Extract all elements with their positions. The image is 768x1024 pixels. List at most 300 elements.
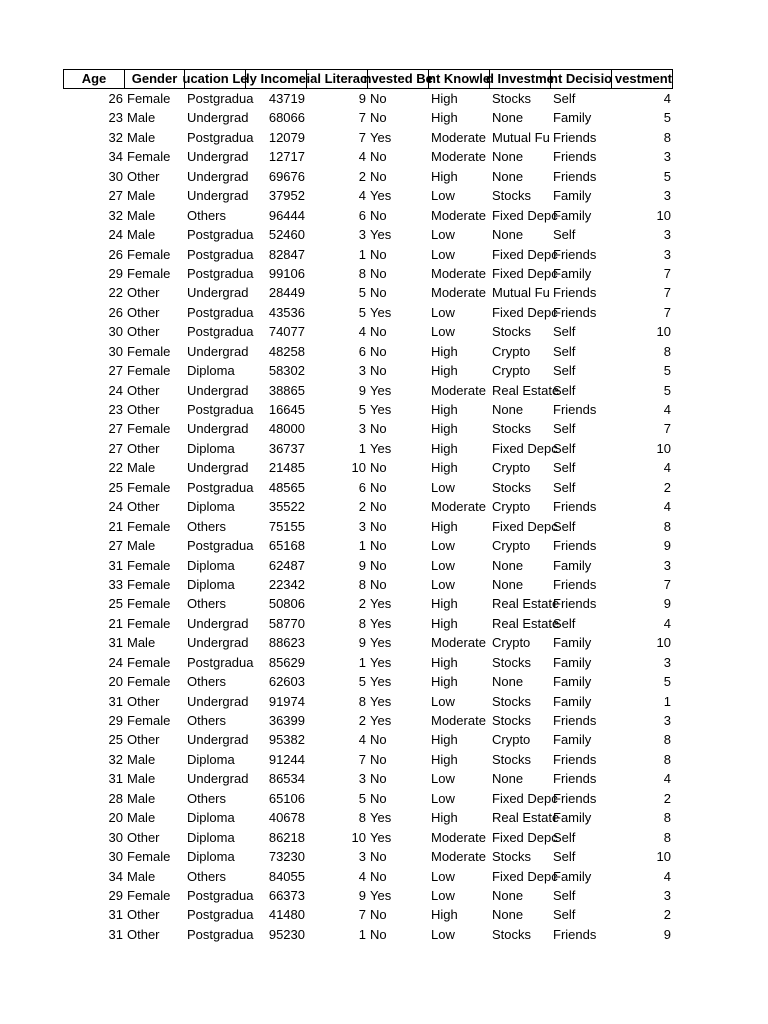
literacy-cell[interactable]: 9 (358, 887, 366, 903)
gender-cell[interactable]: Other (127, 285, 160, 301)
literacy-cell[interactable]: 7 (358, 110, 366, 126)
knowledge-cell[interactable]: Low (431, 304, 455, 320)
invested-cell[interactable]: No (370, 149, 387, 165)
invested-cell[interactable]: No (370, 849, 387, 865)
decision-cell[interactable]: Friends (553, 713, 597, 728)
gender-cell[interactable]: Female (127, 674, 171, 690)
knowledge-cell[interactable]: Low (431, 887, 455, 903)
investment-cell[interactable]: None (492, 576, 524, 592)
literacy-cell[interactable]: 8 (358, 810, 366, 826)
education-cell[interactable]: Postgradua (187, 907, 254, 923)
score-cell[interactable]: 8 (663, 810, 671, 826)
knowledge-cell[interactable]: High (431, 402, 458, 417)
invested-cell[interactable]: No (370, 499, 387, 515)
income-cell[interactable]: 66373 (268, 887, 305, 903)
investment-cell[interactable]: Fixed Depc (492, 868, 558, 884)
investment-cell[interactable]: None (492, 887, 524, 903)
income-cell[interactable]: 48258 (268, 343, 305, 359)
gender-cell[interactable]: Female (127, 615, 171, 631)
literacy-cell[interactable]: 6 (358, 343, 366, 359)
score-cell[interactable]: 7 (663, 265, 671, 281)
invested-cell[interactable]: Yes (370, 635, 392, 651)
income-cell[interactable]: 82847 (268, 246, 305, 262)
invested-cell[interactable]: No (370, 771, 387, 787)
education-cell[interactable]: Others (187, 596, 227, 612)
education-cell[interactable]: Others (187, 868, 227, 884)
investment-cell[interactable]: None (492, 110, 524, 126)
header-cell[interactable] (184, 69, 246, 89)
decision-cell[interactable]: Family (553, 693, 592, 709)
score-cell[interactable]: 4 (663, 402, 671, 417)
literacy-cell[interactable]: 2 (358, 596, 366, 612)
decision-cell[interactable]: Family (553, 265, 592, 281)
age-cell[interactable]: 34 (108, 149, 123, 165)
literacy-cell[interactable]: 1 (358, 440, 366, 456)
income-cell[interactable]: 86534 (268, 771, 305, 787)
literacy-cell[interactable]: 7 (358, 129, 366, 145)
age-cell[interactable]: 27 (108, 363, 123, 379)
literacy-cell[interactable]: 7 (358, 751, 366, 767)
education-cell[interactable]: Undergrad (187, 188, 249, 204)
investment-cell[interactable]: Stocks (492, 188, 532, 204)
score-cell[interactable]: 8 (663, 829, 671, 845)
decision-cell[interactable]: Family (553, 810, 592, 826)
invested-cell[interactable]: No (370, 732, 387, 748)
knowledge-cell[interactable]: High (431, 732, 458, 748)
decision-cell[interactable]: Self (553, 382, 576, 398)
income-cell[interactable]: 86218 (268, 829, 305, 845)
knowledge-cell[interactable]: Low (431, 926, 455, 942)
literacy-cell[interactable]: 3 (358, 363, 366, 379)
literacy-cell[interactable]: 4 (358, 324, 366, 340)
knowledge-cell[interactable]: High (431, 440, 458, 456)
investment-cell[interactable]: Real Estate (492, 615, 560, 631)
education-cell[interactable]: Undergrad (187, 615, 249, 631)
education-cell[interactable]: Diploma (187, 751, 235, 767)
income-cell[interactable]: 65106 (268, 790, 305, 806)
invested-cell[interactable]: No (370, 557, 387, 573)
literacy-cell[interactable]: 3 (358, 227, 366, 243)
age-cell[interactable]: 30 (108, 324, 123, 340)
invested-cell[interactable]: No (370, 907, 387, 923)
gender-cell[interactable]: Other (127, 402, 160, 417)
score-cell[interactable]: 10 (656, 635, 671, 651)
gender-cell[interactable]: Male (127, 188, 156, 204)
gender-cell[interactable]: Male (127, 635, 156, 651)
decision-cell[interactable]: Friends (553, 771, 597, 787)
education-cell[interactable]: Others (187, 207, 227, 223)
score-cell[interactable]: 8 (663, 343, 671, 359)
age-cell[interactable]: 30 (108, 849, 123, 865)
decision-cell[interactable]: Self (553, 479, 576, 495)
header-cell[interactable] (486, 69, 554, 89)
income-cell[interactable]: 91974 (268, 693, 305, 709)
literacy-cell[interactable]: 2 (358, 168, 366, 184)
invested-cell[interactable]: No (370, 790, 387, 806)
gender-cell[interactable]: Female (127, 479, 171, 495)
literacy-cell[interactable]: 3 (358, 421, 366, 437)
investment-cell[interactable]: Stocks (492, 713, 532, 728)
gender-cell[interactable]: Other (127, 440, 160, 456)
header-cell[interactable] (306, 69, 368, 89)
age-cell[interactable]: 24 (108, 382, 123, 398)
invested-cell[interactable]: No (370, 518, 387, 534)
decision-cell[interactable]: Family (553, 732, 592, 748)
age-cell[interactable]: 27 (108, 538, 123, 554)
invested-cell[interactable]: Yes (370, 188, 392, 204)
gender-cell[interactable]: Female (127, 363, 171, 379)
education-cell[interactable]: Undergrad (187, 343, 249, 359)
gender-cell[interactable]: Other (127, 732, 160, 748)
age-cell[interactable]: 30 (108, 343, 123, 359)
investment-cell[interactable]: Real Estate (492, 596, 560, 612)
education-cell[interactable]: Undergrad (187, 285, 249, 301)
knowledge-cell[interactable]: Low (431, 771, 455, 787)
age-cell[interactable]: 23 (108, 402, 123, 417)
age-cell[interactable]: 27 (108, 440, 123, 456)
age-cell[interactable]: 29 (108, 887, 123, 903)
literacy-cell[interactable]: 4 (358, 868, 366, 884)
investment-cell[interactable]: None (492, 907, 524, 923)
income-cell[interactable]: 96444 (268, 207, 305, 223)
literacy-cell[interactable]: 1 (358, 654, 366, 670)
literacy-cell[interactable]: 7 (358, 907, 366, 923)
literacy-cell[interactable]: 6 (358, 207, 366, 223)
education-cell[interactable]: Diploma (187, 849, 235, 865)
gender-cell[interactable]: Female (127, 596, 171, 612)
knowledge-cell[interactable]: Low (431, 538, 455, 554)
score-cell[interactable]: 4 (663, 460, 671, 476)
age-cell[interactable]: 28 (108, 790, 123, 806)
education-cell[interactable]: Diploma (187, 499, 235, 515)
score-cell[interactable]: 3 (663, 557, 671, 573)
investment-cell[interactable]: Mutual Fu (492, 285, 550, 301)
income-cell[interactable]: 91244 (268, 751, 305, 767)
invested-cell[interactable]: Yes (370, 810, 392, 826)
income-cell[interactable]: 99106 (268, 265, 305, 281)
income-cell[interactable]: 68066 (268, 110, 305, 126)
decision-cell[interactable]: Family (553, 654, 592, 670)
decision-cell[interactable]: Family (553, 188, 592, 204)
investment-cell[interactable]: None (492, 674, 524, 690)
knowledge-cell[interactable]: Moderate (431, 129, 486, 145)
score-cell[interactable]: 7 (663, 285, 671, 301)
literacy-cell[interactable]: 5 (358, 674, 366, 690)
knowledge-cell[interactable]: High (431, 421, 458, 437)
score-cell[interactable]: 2 (663, 790, 671, 806)
decision-cell[interactable]: Self (553, 907, 576, 923)
invested-cell[interactable]: Yes (370, 227, 392, 243)
education-cell[interactable]: Others (187, 674, 227, 690)
age-cell[interactable]: 27 (108, 421, 123, 437)
score-cell[interactable]: 4 (663, 499, 671, 515)
gender-cell[interactable]: Other (127, 829, 160, 845)
age-cell[interactable]: 33 (108, 576, 123, 592)
income-cell[interactable]: 36399 (268, 713, 305, 728)
education-cell[interactable]: Postgradua (187, 654, 254, 670)
knowledge-cell[interactable]: Low (431, 479, 455, 495)
gender-cell[interactable]: Other (127, 926, 160, 942)
decision-cell[interactable]: Self (553, 887, 576, 903)
literacy-cell[interactable]: 8 (358, 693, 366, 709)
score-cell[interactable]: 4 (663, 771, 671, 787)
invested-cell[interactable]: Yes (370, 887, 392, 903)
score-cell[interactable]: 5 (663, 110, 671, 126)
decision-cell[interactable]: Self (553, 91, 576, 106)
invested-cell[interactable]: No (370, 421, 387, 437)
invested-cell[interactable]: No (370, 926, 387, 942)
invested-cell[interactable]: No (370, 324, 387, 340)
invested-cell[interactable]: No (370, 576, 387, 592)
score-cell[interactable]: 5 (663, 168, 671, 184)
income-cell[interactable]: 74077 (268, 324, 305, 340)
knowledge-cell[interactable]: Moderate (431, 829, 486, 845)
knowledge-cell[interactable]: Low (431, 246, 455, 262)
income-cell[interactable]: 37952 (268, 188, 305, 204)
age-cell[interactable]: 20 (108, 674, 123, 690)
invested-cell[interactable]: No (370, 265, 387, 281)
knowledge-cell[interactable]: High (431, 460, 458, 476)
literacy-cell[interactable]: 9 (358, 91, 366, 106)
age-cell[interactable]: 25 (108, 479, 123, 495)
investment-cell[interactable]: Fixed Depc (492, 304, 558, 320)
literacy-cell[interactable]: 5 (358, 790, 366, 806)
education-cell[interactable]: Diploma (187, 576, 235, 592)
education-cell[interactable]: Postgradua (187, 91, 254, 106)
invested-cell[interactable]: Yes (370, 713, 392, 728)
age-cell[interactable]: 32 (108, 207, 123, 223)
literacy-cell[interactable]: 10 (351, 829, 366, 845)
decision-cell[interactable]: Family (553, 207, 592, 223)
investment-cell[interactable]: Real Estate (492, 382, 560, 398)
invested-cell[interactable]: Yes (370, 304, 392, 320)
score-cell[interactable]: 3 (663, 188, 671, 204)
age-cell[interactable]: 25 (108, 596, 123, 612)
score-cell[interactable]: 7 (663, 421, 671, 437)
investment-cell[interactable]: Crypto (492, 635, 531, 651)
invested-cell[interactable]: Yes (370, 615, 392, 631)
investment-cell[interactable]: Crypto (492, 460, 531, 476)
age-cell[interactable]: 31 (108, 926, 123, 942)
decision-cell[interactable]: Friends (553, 499, 597, 515)
investment-cell[interactable]: Stocks (492, 479, 532, 495)
income-cell[interactable]: 58770 (268, 615, 305, 631)
income-cell[interactable]: 43536 (268, 304, 305, 320)
education-cell[interactable]: Postgradua (187, 926, 254, 942)
age-cell[interactable]: 29 (108, 713, 123, 728)
literacy-cell[interactable]: 9 (358, 382, 366, 398)
gender-cell[interactable]: Female (127, 557, 171, 573)
invested-cell[interactable]: Yes (370, 654, 392, 670)
literacy-cell[interactable]: 4 (358, 188, 366, 204)
education-cell[interactable]: Postgradua (187, 538, 254, 554)
education-cell[interactable]: Others (187, 713, 227, 728)
investment-cell[interactable]: Stocks (492, 693, 532, 709)
age-cell[interactable]: 30 (108, 168, 123, 184)
income-cell[interactable]: 21485 (268, 460, 305, 476)
invested-cell[interactable]: Yes (370, 440, 392, 456)
score-cell[interactable]: 3 (663, 654, 671, 670)
gender-cell[interactable]: Female (127, 887, 171, 903)
knowledge-cell[interactable]: Low (431, 693, 455, 709)
investment-cell[interactable]: None (492, 168, 524, 184)
education-cell[interactable]: Others (187, 518, 227, 534)
score-cell[interactable]: 9 (663, 538, 671, 554)
education-cell[interactable]: Postgradua (187, 246, 254, 262)
income-cell[interactable]: 50806 (268, 596, 305, 612)
gender-cell[interactable]: Other (127, 499, 160, 515)
education-cell[interactable]: Undergrad (187, 460, 249, 476)
gender-cell[interactable]: Male (127, 207, 156, 223)
knowledge-cell[interactable]: High (431, 907, 458, 923)
literacy-cell[interactable]: 3 (358, 771, 366, 787)
education-cell[interactable]: Undergrad (187, 421, 249, 437)
knowledge-cell[interactable]: Low (431, 188, 455, 204)
investment-cell[interactable]: Crypto (492, 343, 531, 359)
invested-cell[interactable]: No (370, 168, 387, 184)
decision-cell[interactable]: Friends (553, 576, 597, 592)
decision-cell[interactable]: Friends (553, 751, 597, 767)
income-cell[interactable]: 95382 (268, 732, 305, 748)
gender-cell[interactable]: Female (127, 849, 171, 865)
invested-cell[interactable]: No (370, 868, 387, 884)
invested-cell[interactable]: No (370, 538, 387, 554)
income-cell[interactable]: 40678 (268, 810, 305, 826)
income-cell[interactable]: 41480 (268, 907, 305, 923)
age-cell[interactable]: 26 (108, 304, 123, 320)
education-cell[interactable]: Undergrad (187, 732, 249, 748)
invested-cell[interactable]: No (370, 363, 387, 379)
age-cell[interactable]: 25 (108, 732, 123, 748)
investment-cell[interactable]: Fixed Depc (492, 265, 558, 281)
education-cell[interactable]: Others (187, 790, 227, 806)
score-cell[interactable]: 7 (663, 304, 671, 320)
score-cell[interactable]: 4 (663, 615, 671, 631)
decision-cell[interactable]: Friends (553, 596, 597, 612)
score-cell[interactable]: 8 (663, 751, 671, 767)
knowledge-cell[interactable]: High (431, 751, 458, 767)
gender-cell[interactable]: Female (127, 713, 171, 728)
education-cell[interactable]: Undergrad (187, 693, 249, 709)
literacy-cell[interactable]: 2 (358, 499, 366, 515)
invested-cell[interactable]: Yes (370, 674, 392, 690)
literacy-cell[interactable]: 1 (358, 246, 366, 262)
age-cell[interactable]: 31 (108, 557, 123, 573)
decision-cell[interactable]: Family (553, 110, 592, 126)
investment-cell[interactable]: None (492, 771, 524, 787)
age-cell[interactable]: 24 (108, 654, 123, 670)
education-cell[interactable]: Postgradua (187, 129, 254, 145)
invested-cell[interactable]: Yes (370, 829, 392, 845)
investment-cell[interactable]: Real Estate (492, 810, 560, 826)
education-cell[interactable]: Postgradua (187, 324, 254, 340)
literacy-cell[interactable]: 8 (358, 265, 366, 281)
decision-cell[interactable]: Self (553, 518, 576, 534)
header-cell[interactable] (245, 69, 307, 89)
age-cell[interactable]: 27 (108, 188, 123, 204)
income-cell[interactable]: 36737 (268, 440, 305, 456)
decision-cell[interactable]: Self (553, 421, 576, 437)
age-cell[interactable]: 31 (108, 693, 123, 709)
education-cell[interactable]: Postgradua (187, 227, 254, 243)
decision-cell[interactable]: Family (553, 635, 592, 651)
score-cell[interactable]: 3 (663, 887, 671, 903)
decision-cell[interactable]: Friends (553, 926, 597, 942)
age-cell[interactable]: 32 (108, 751, 123, 767)
gender-cell[interactable]: Male (127, 868, 156, 884)
income-cell[interactable]: 12079 (268, 129, 305, 145)
income-cell[interactable]: 22342 (268, 576, 305, 592)
score-cell[interactable]: 10 (656, 440, 671, 456)
income-cell[interactable]: 62487 (268, 557, 305, 573)
decision-cell[interactable]: Self (553, 440, 576, 456)
gender-cell[interactable]: Male (127, 460, 156, 476)
score-cell[interactable]: 4 (663, 91, 671, 106)
investment-cell[interactable]: Crypto (492, 363, 531, 379)
age-cell[interactable]: 26 (108, 246, 123, 262)
income-cell[interactable]: 48000 (268, 421, 305, 437)
literacy-cell[interactable]: 9 (358, 635, 366, 651)
knowledge-cell[interactable]: Moderate (431, 382, 486, 398)
investment-cell[interactable]: None (492, 402, 524, 417)
income-cell[interactable]: 75155 (268, 518, 305, 534)
literacy-cell[interactable]: 6 (358, 479, 366, 495)
income-cell[interactable]: 16645 (268, 402, 305, 417)
investment-cell[interactable]: Stocks (492, 324, 532, 340)
decision-cell[interactable]: Friends (553, 402, 597, 417)
header-cell[interactable] (124, 69, 185, 89)
score-cell[interactable]: 8 (663, 732, 671, 748)
income-cell[interactable]: 85629 (268, 654, 305, 670)
knowledge-cell[interactable]: Low (431, 576, 455, 592)
literacy-cell[interactable]: 5 (358, 285, 366, 301)
investment-cell[interactable]: Stocks (492, 654, 532, 670)
gender-cell[interactable]: Other (127, 304, 160, 320)
literacy-cell[interactable]: 3 (358, 849, 366, 865)
decision-cell[interactable]: Self (553, 363, 576, 379)
decision-cell[interactable]: Friends (553, 304, 597, 320)
education-cell[interactable]: Undergrad (187, 168, 249, 184)
invested-cell[interactable]: No (370, 479, 387, 495)
knowledge-cell[interactable]: High (431, 363, 458, 379)
age-cell[interactable]: 32 (108, 129, 123, 145)
gender-cell[interactable]: Other (127, 168, 160, 184)
education-cell[interactable]: Diploma (187, 363, 235, 379)
knowledge-cell[interactable]: Moderate (431, 635, 486, 651)
decision-cell[interactable]: Self (553, 227, 576, 243)
header-cell[interactable] (63, 69, 125, 89)
gender-cell[interactable]: Female (127, 518, 171, 534)
education-cell[interactable]: Diploma (187, 440, 235, 456)
decision-cell[interactable]: Self (553, 343, 576, 359)
education-cell[interactable]: Undergrad (187, 110, 249, 126)
gender-cell[interactable]: Male (127, 771, 156, 787)
education-cell[interactable]: Postgradua (187, 479, 254, 495)
invested-cell[interactable]: No (370, 343, 387, 359)
education-cell[interactable]: Postgradua (187, 304, 254, 320)
decision-cell[interactable]: Family (553, 674, 592, 690)
score-cell[interactable]: 8 (663, 518, 671, 534)
invested-cell[interactable]: No (370, 110, 387, 126)
investment-cell[interactable]: Crypto (492, 732, 531, 748)
score-cell[interactable]: 9 (663, 596, 671, 612)
gender-cell[interactable]: Other (127, 324, 160, 340)
education-cell[interactable]: Undergrad (187, 149, 249, 165)
income-cell[interactable]: 48565 (268, 479, 305, 495)
investment-cell[interactable]: Stocks (492, 751, 532, 767)
decision-cell[interactable]: Friends (553, 246, 597, 262)
knowledge-cell[interactable]: High (431, 674, 458, 690)
